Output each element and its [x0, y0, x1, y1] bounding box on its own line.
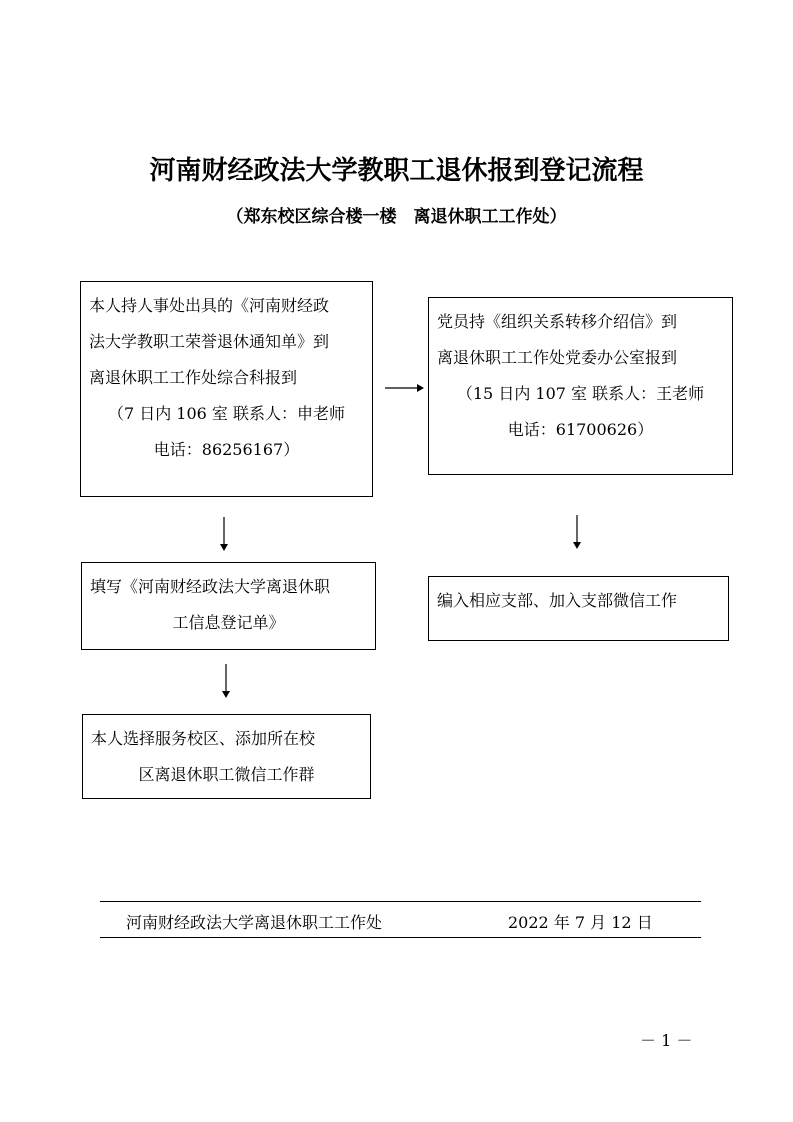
step-text-line: 党员持《组织关系转移介绍信》到: [437, 312, 678, 331]
footer-date: 2022 年 7 月 12 日: [508, 913, 653, 932]
step-box-report-personnel: [80, 281, 373, 497]
arrow-down-icon: [571, 515, 583, 549]
step-text-line: 电话：86256167）: [153, 440, 300, 459]
step-text-line: 离退休职工工作处党委办公室报到: [437, 348, 678, 367]
step-text-line: （15 日内 107 室 联系人：王老师: [456, 384, 705, 403]
arrow-down-icon: [218, 517, 230, 551]
arrow-down-icon: [220, 664, 232, 698]
footer-bar: [100, 901, 701, 938]
step-box-join-branch: [428, 576, 729, 641]
page-number: － 1 －: [640, 1031, 693, 1050]
step-text-line: 填写《河南财经政法大学离退休职: [90, 577, 331, 596]
page-subtitle: （郑东校区综合楼一楼 离退休职工工作处）: [226, 207, 567, 227]
step-box-report-party: [428, 297, 733, 475]
page-title: 河南财经政法大学教职工退休报到登记流程: [149, 156, 644, 186]
step-text-line: 区离退休职工微信工作群: [138, 765, 315, 784]
step-text-line: 工信息登记单》: [172, 613, 285, 632]
step-text-line: 法大学教职工荣誉退休通知单》到: [89, 332, 330, 351]
step-text-line: 编入相应支部、加入支部微信工作: [437, 591, 678, 610]
step-text-line: （7 日内 106 室 联系人：申老师: [107, 404, 346, 423]
step-text-line: 电话：61700626）: [507, 420, 654, 439]
step-box-select-campus: [82, 714, 371, 799]
arrow-right-icon: [384, 382, 424, 394]
step-text-line: 本人选择服务校区、添加所在校: [91, 729, 316, 748]
step-text-line: 离退休职工工作处综合科报到: [89, 368, 298, 387]
step-text-line: 本人持人事处出具的《河南财经政: [89, 296, 330, 315]
step-box-fill-form: [81, 562, 376, 650]
footer-organization: 河南财经政法大学离退休职工工作处: [126, 913, 383, 932]
